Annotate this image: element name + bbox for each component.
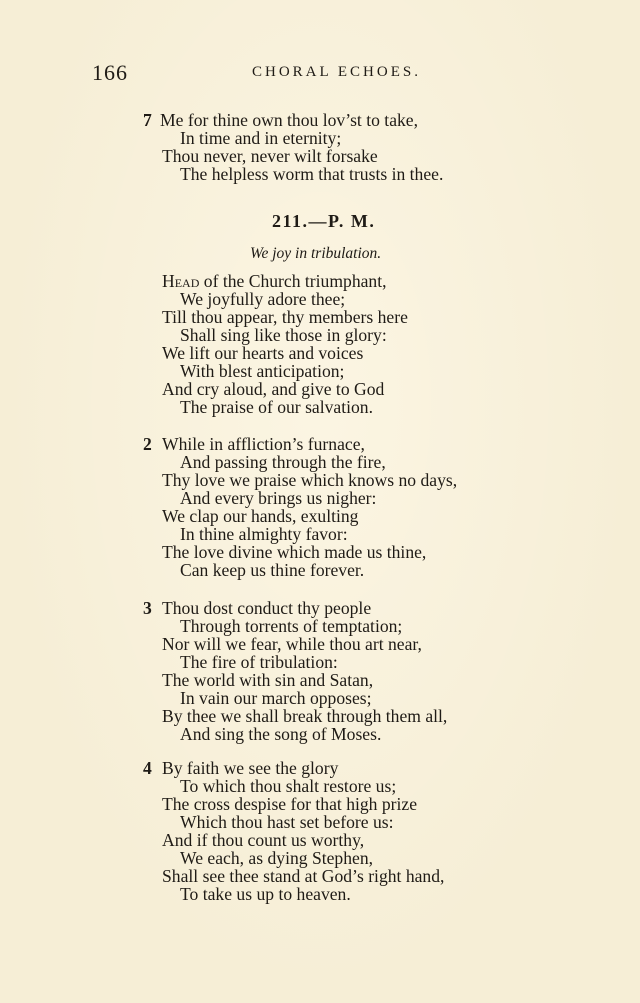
page-number: 166 [92, 60, 128, 85]
running-title: CHORAL ECHOES. [252, 64, 421, 80]
verse-line: The helpless worm that trusts in thee. [180, 164, 444, 184]
verse-line: The world with sin and Satan, [162, 670, 374, 690]
verse-line: And sing the song of Moses. [180, 724, 382, 744]
verse-line: Shall sing like those in glory: [180, 325, 387, 345]
hymn-subtitle: We joy in tribulation. [250, 245, 382, 262]
verse-line: With blest anticipation; [180, 361, 345, 381]
page-header [92, 60, 562, 86]
verse-number: 4 [143, 758, 152, 778]
verse-line: Thy love we praise which knows no days, [162, 470, 458, 490]
verse-line: And cry aloud, and give to God [162, 379, 385, 399]
verse-line: In time and in eternity; [180, 128, 342, 148]
verse-line: By thee we shall break through them all, [162, 706, 448, 726]
verse-line: The praise of our salvation. [180, 397, 373, 417]
verse-line: Through torrents of temptation; [180, 616, 403, 636]
verse-line: Which thou hast set before us: [180, 812, 394, 832]
verse-number: 7 [143, 110, 152, 130]
verse-line: Can keep us thine forever. [180, 560, 365, 580]
verse-line: Thou dost conduct thy people [162, 598, 372, 618]
verse-line: Nor will we fear, while thou art near, [162, 634, 422, 654]
verse-line: And every brings us nigher: [180, 488, 377, 508]
verse-line-rest: of the Church triumphant, [199, 271, 387, 291]
verse-line: To take us up to heaven. [180, 884, 351, 904]
verse-line: Me for thine own thou lov’st to take, [160, 110, 419, 130]
verse-line: We lift our hearts and voices [162, 343, 364, 363]
verse-number: 2 [143, 434, 152, 454]
verse-line: And if thou count us worthy, [162, 830, 365, 850]
verse-number: 3 [143, 598, 152, 618]
verse-line: Till thou appear, thy members here [162, 307, 408, 327]
verse-line: We joyfully adore thee; [180, 289, 346, 309]
verse-line: In vain our march opposes; [180, 688, 372, 708]
verse-line: Thou never, never wilt forsake [162, 146, 378, 166]
verse-line: We clap our hands, exulting [162, 506, 359, 526]
verse-line: While in affliction’s furnace, [162, 434, 365, 454]
verse-line: In thine almighty favor: [180, 524, 348, 544]
verse-line: The fire of tribulation: [180, 652, 338, 672]
verse-line: And passing through the fire, [180, 452, 386, 472]
verse-line: The love divine which made us thine, [162, 542, 427, 562]
verse-line: We each, as dying Stephen, [180, 848, 374, 868]
verse-line: To which thou shalt restore us; [180, 776, 397, 796]
verse-line [162, 271, 387, 291]
verse-first-word: Head [162, 271, 200, 291]
verse-line: Shall see thee stand at God’s right hand, [162, 866, 445, 886]
hymn-heading: 211.—P. M. [272, 211, 376, 231]
verse-line: By faith we see the glory [162, 758, 339, 778]
verse-line: The cross despise for that high prize [162, 794, 418, 814]
